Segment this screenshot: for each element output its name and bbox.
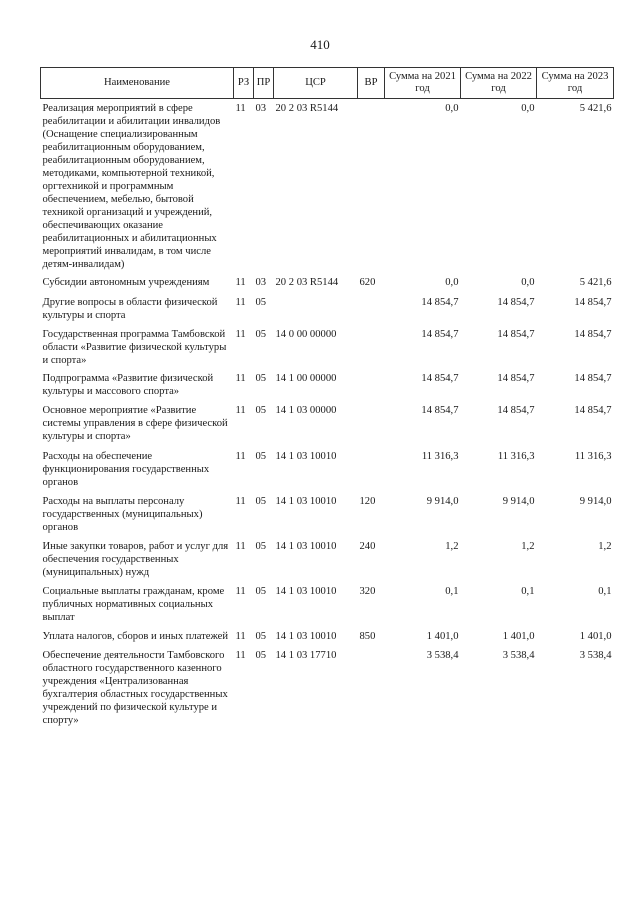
row-vr: 120 — [359, 496, 376, 507]
row-name: Другие вопросы в области физической культуры и спорта — [42, 297, 218, 321]
row-name: Социальные выплаты гражданам, кроме публичных нормативных социальных выплат — [42, 586, 225, 623]
row-sum-2021: 1 401,0 — [426, 631, 459, 642]
row-vr: 850 — [359, 631, 376, 642]
row-pr: 03 — [255, 103, 267, 114]
row-name: Обеспечение деятельности Тамбовского областного государственного казенного учреждения «Централизованная бухгалтерия областных государственных учреждений по физической культуре и спорту» — [42, 650, 228, 726]
row-csr: 14 0 00 00000 — [275, 329, 337, 340]
table-row — [41, 534, 614, 579]
row-sum-2023: 5 421,6 — [579, 103, 612, 114]
row-sum-2023: 3 538,4 — [579, 650, 612, 661]
row-pr: 05 — [255, 405, 267, 416]
row-csr: 14 1 00 00000 — [275, 373, 337, 384]
row-sum-2021: 14 854,7 — [421, 297, 459, 308]
row-sum-2023: 14 854,7 — [574, 405, 612, 416]
header-sum-2022: Сумма на 2022 год — [461, 68, 537, 99]
budget-table — [40, 67, 614, 727]
row-rz: 11 — [235, 277, 246, 288]
row-rz: 11 — [235, 650, 246, 661]
row-sum-2022: 1 401,0 — [502, 631, 535, 642]
row-csr: 20 2 03 R5144 — [275, 277, 339, 288]
row-vr — [358, 643, 385, 727]
row-csr: 14 1 03 10010 — [275, 496, 337, 507]
row-csr: 20 2 03 R5144 — [275, 103, 339, 114]
row-name: Основное мероприятие «Развитие системы управления в сфере физической культуры и спорта» — [42, 405, 228, 442]
row-name: Уплата налогов, сборов и иных платежей — [42, 631, 229, 642]
table-body — [41, 99, 614, 728]
table-row — [41, 271, 614, 289]
row-pr: 05 — [255, 329, 267, 340]
header-pr: ПР — [254, 68, 274, 99]
row-sum-2023: 11 316,3 — [574, 451, 612, 462]
row-sum-2021: 0,1 — [445, 586, 459, 597]
row-name: Государственная программа Тамбовской области «Развитие физической культуры и спорта» — [42, 329, 227, 366]
row-pr: 05 — [255, 631, 267, 642]
row-sum-2021: 14 854,7 — [421, 373, 459, 384]
row-sum-2022: 14 854,7 — [497, 297, 535, 308]
row-sum-2021: 14 854,7 — [421, 405, 459, 416]
row-pr: 05 — [255, 586, 267, 597]
row-rz: 11 — [235, 297, 246, 308]
row-pr: 05 — [255, 541, 267, 552]
row-sum-2023: 5 421,6 — [579, 277, 612, 288]
row-rz: 11 — [235, 451, 246, 462]
header-sum-2021: Сумма на 2021 год — [385, 68, 461, 99]
row-name: Расходы на выплаты персоналу государственных (муниципальных) органов — [42, 496, 203, 533]
row-pr: 05 — [255, 373, 267, 384]
row-sum-2021: 0,0 — [445, 277, 459, 288]
row-sum-2023: 9 914,0 — [579, 496, 612, 507]
row-sum-2022: 0,0 — [521, 103, 535, 114]
page-number: 410 — [310, 37, 330, 52]
row-sum-2021: 9 914,0 — [426, 496, 459, 507]
header-csr: ЦСР — [274, 68, 358, 99]
row-sum-2023: 14 854,7 — [574, 329, 612, 340]
row-sum-2023: 1,2 — [598, 541, 612, 552]
row-vr — [358, 443, 385, 489]
row-name: Подпрограмма «Развитие физической культуры и массового спорта» — [42, 373, 214, 397]
row-sum-2023: 0,1 — [598, 586, 612, 597]
table-row — [41, 99, 614, 272]
row-sum-2022: 0,0 — [521, 277, 535, 288]
row-sum-2022: 3 538,4 — [502, 650, 535, 661]
row-sum-2023: 14 854,7 — [574, 297, 612, 308]
row-csr: 14 1 03 10010 — [275, 541, 337, 552]
row-name: Расходы на обеспечение функционирования государственных органов — [42, 451, 210, 488]
table-row — [41, 624, 614, 643]
header-vr: ВР — [358, 68, 385, 99]
row-rz: 11 — [235, 631, 246, 642]
table-row — [41, 443, 614, 489]
row-sum-2021: 0,0 — [445, 103, 459, 114]
row-csr: 14 1 03 10010 — [275, 586, 337, 597]
row-name: Субсидии автономным учреждениям — [42, 277, 210, 288]
row-pr: 03 — [255, 277, 267, 288]
row-rz: 11 — [235, 329, 246, 340]
row-name: Реализация мероприятий в сфере реабилитации и абилитации инвалидов (Оснащение специализированным реабилитационным оборудованием, реабилитационным оборудованием, методиками, компьютерной техникой, оргтехникой и программным обеспечением, мебелью, бытовой техникой организаций и учреждений, обеспечивающих оказание реабилитационных и абилитационных мероприятий инвалидам, в том числе детям-инвалидам) — [42, 103, 221, 270]
row-vr: 320 — [359, 586, 376, 597]
row-csr: 14 1 03 10010 — [275, 631, 337, 642]
table-row — [41, 579, 614, 624]
header-sum-2023: Сумма на 2023 год — [537, 68, 614, 99]
row-name: Иные закупки товаров, работ и услуг для обеспечения государственных (муниципальных) нужд — [42, 541, 229, 578]
row-sum-2022: 1,2 — [521, 541, 535, 552]
row-csr: 14 1 03 00000 — [275, 405, 337, 416]
row-pr: 05 — [255, 650, 267, 661]
row-rz: 11 — [235, 103, 246, 114]
row-rz: 11 — [235, 586, 246, 597]
row-pr: 05 — [255, 451, 267, 462]
table-row — [41, 322, 614, 367]
row-sum-2021: 11 316,3 — [421, 451, 459, 462]
row-sum-2021: 1,2 — [445, 541, 459, 552]
row-sum-2022: 14 854,7 — [497, 373, 535, 384]
header-name: Наименование — [41, 68, 234, 99]
table-row — [41, 398, 614, 443]
row-sum-2021: 14 854,7 — [421, 329, 459, 340]
table-row — [41, 489, 614, 534]
row-sum-2021: 3 538,4 — [426, 650, 459, 661]
table-header-row — [41, 68, 614, 99]
row-rz: 11 — [235, 373, 246, 384]
row-sum-2022: 14 854,7 — [497, 329, 535, 340]
row-rz: 11 — [235, 541, 246, 552]
row-vr — [358, 99, 385, 272]
row-sum-2023: 1 401,0 — [579, 631, 612, 642]
row-csr — [274, 289, 358, 322]
table-row — [41, 643, 614, 727]
row-pr: 05 — [255, 297, 267, 308]
row-sum-2022: 11 316,3 — [497, 451, 535, 462]
row-rz: 11 — [235, 496, 246, 507]
row-sum-2023: 14 854,7 — [574, 373, 612, 384]
row-csr: 14 1 03 17710 — [275, 650, 337, 661]
row-vr — [358, 289, 385, 322]
row-rz: 11 — [235, 405, 246, 416]
row-vr — [358, 398, 385, 443]
row-vr: 620 — [359, 277, 376, 288]
row-pr: 05 — [255, 496, 267, 507]
header-rz: РЗ — [234, 68, 254, 99]
row-vr: 240 — [359, 541, 376, 552]
row-vr — [358, 367, 385, 398]
table-row — [41, 289, 614, 322]
table-row — [41, 367, 614, 398]
row-sum-2022: 14 854,7 — [497, 405, 535, 416]
row-vr — [358, 322, 385, 367]
row-sum-2022: 9 914,0 — [502, 496, 535, 507]
row-csr: 14 1 03 10010 — [275, 451, 337, 462]
row-sum-2022: 0,1 — [521, 586, 535, 597]
